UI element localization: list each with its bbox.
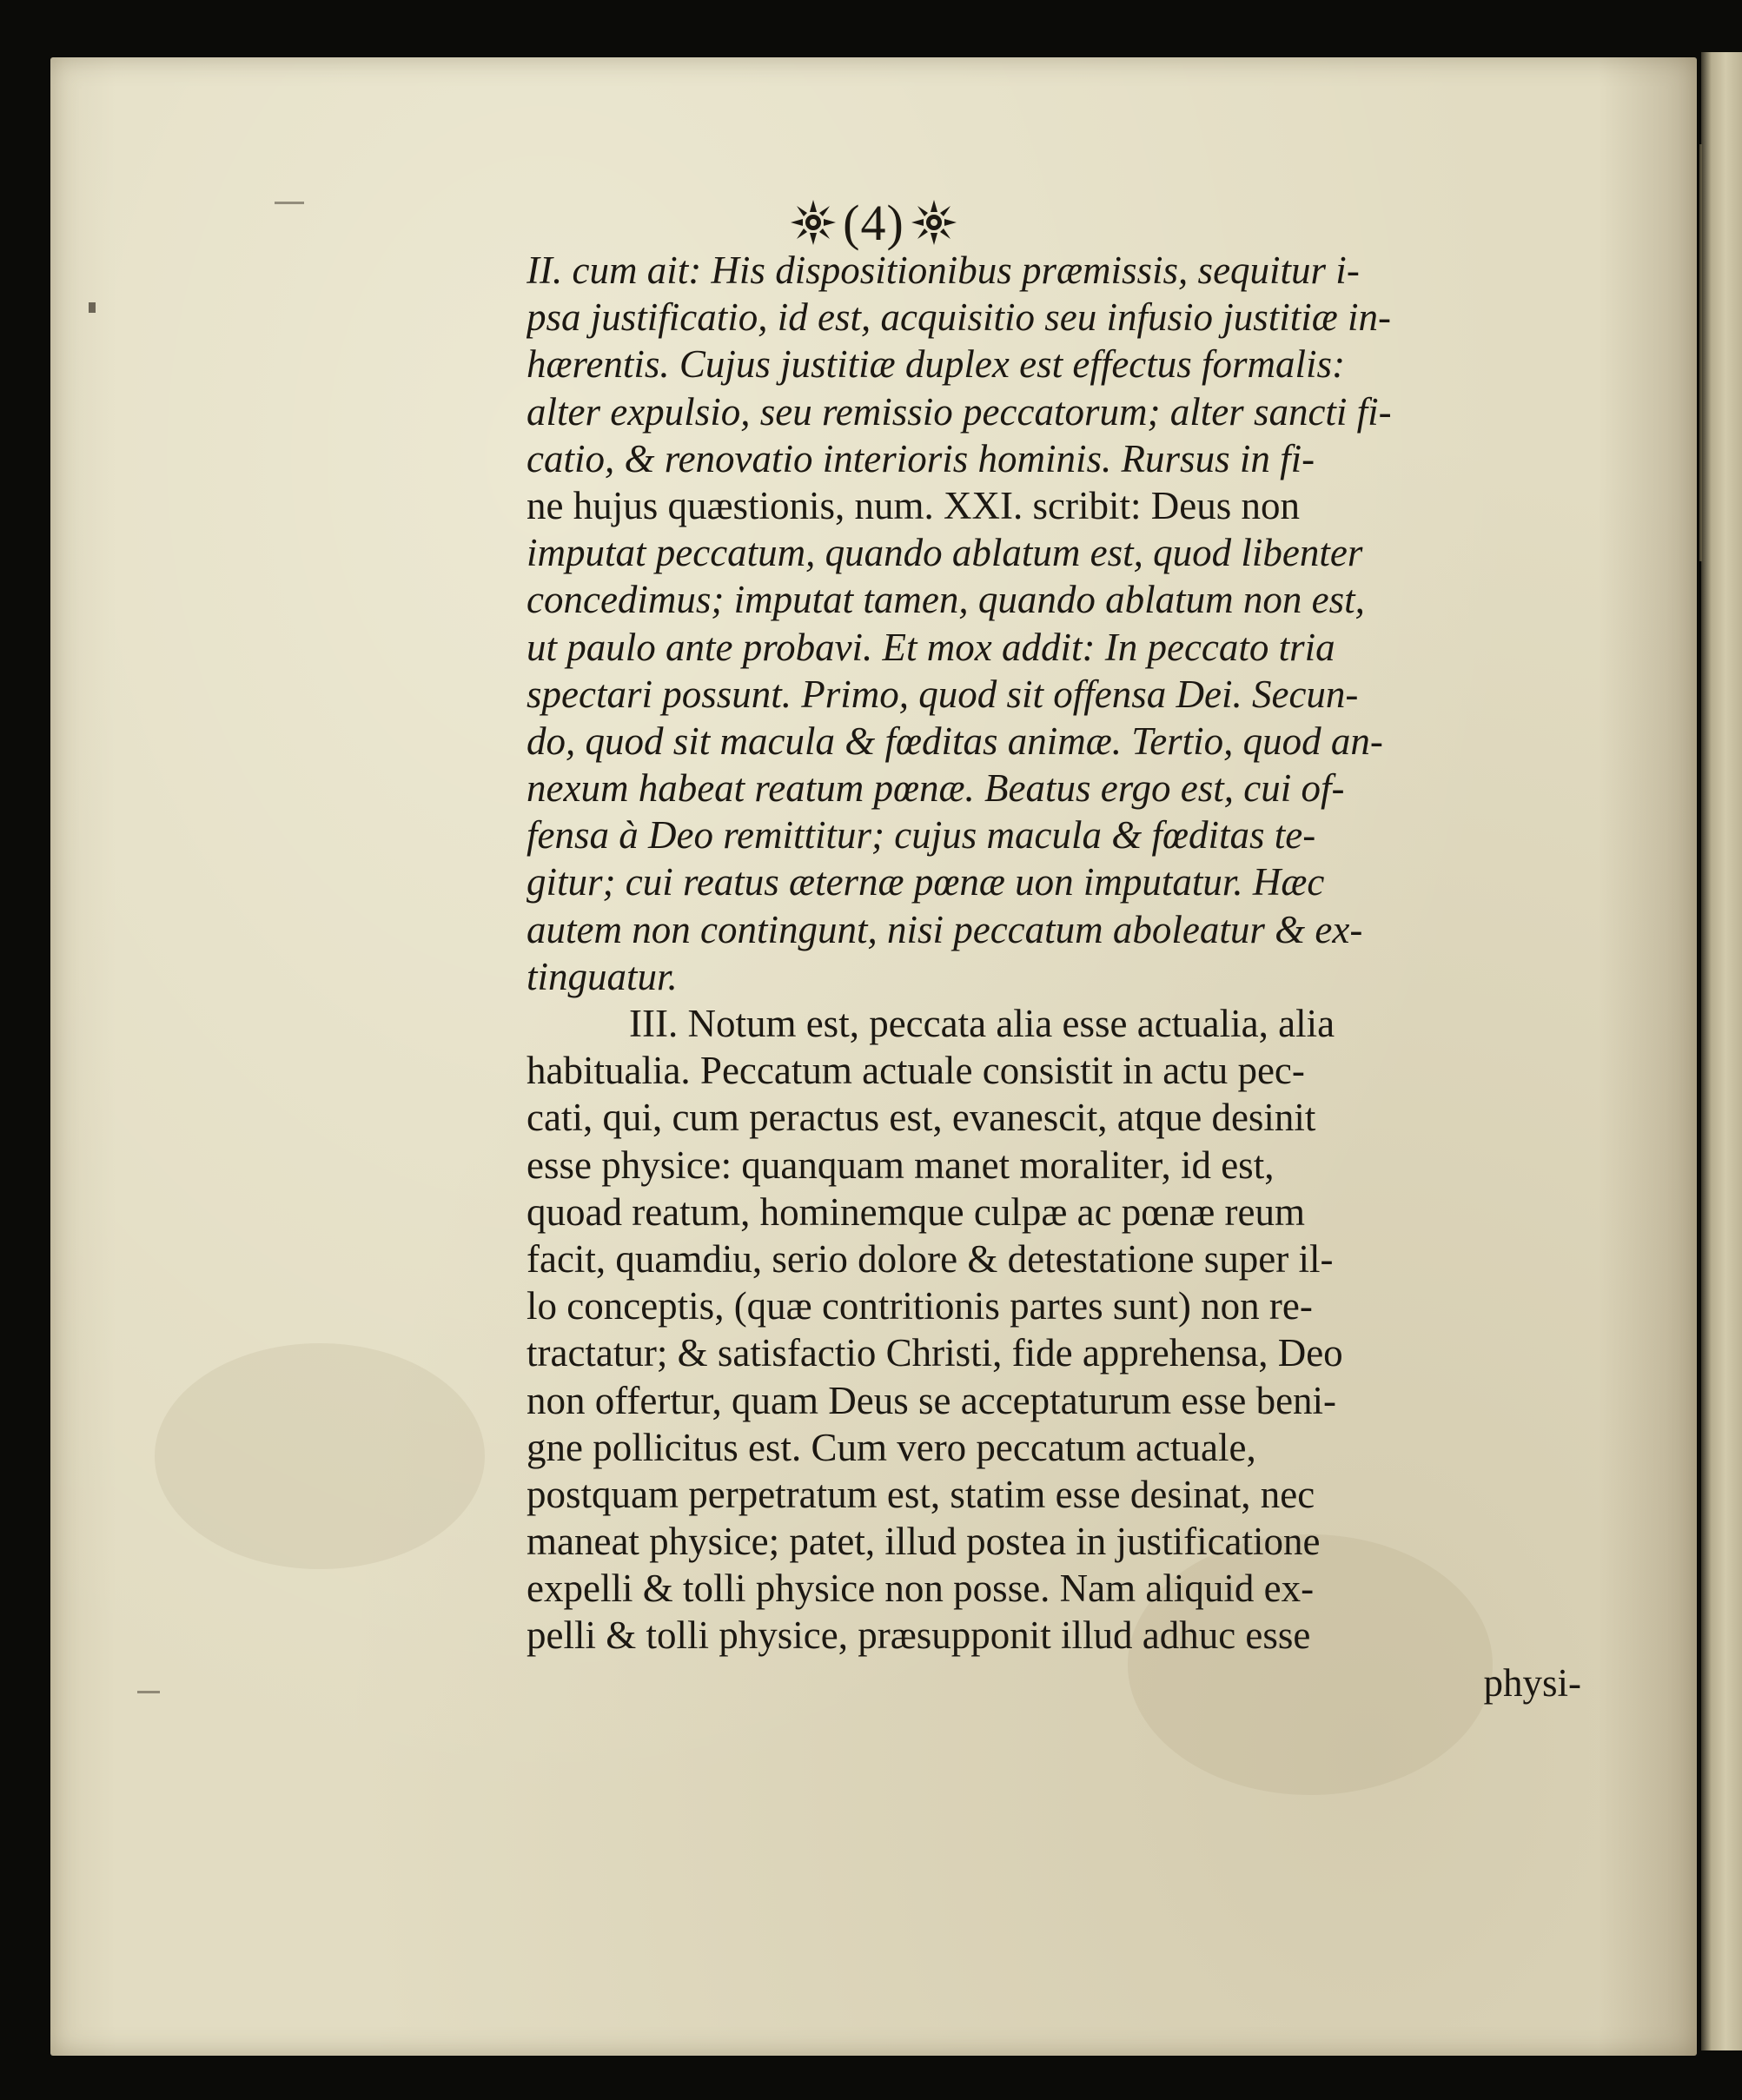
text-line: quoad reatum, hominemque culpæ ac pœnæ reum	[527, 1189, 1306, 1234]
catchword: physi-	[1483, 1660, 1581, 1705]
next-page-edge	[1701, 52, 1742, 2050]
text-line: gne pollicitus est. Cum vero peccatum actuale,	[527, 1425, 1256, 1469]
text-line: III. Notum est, peccata alia esse actualia, alia	[629, 1002, 1335, 1045]
body-text	[527, 247, 1581, 1706]
fleuron-right-icon	[908, 196, 960, 248]
margin-mark	[89, 302, 96, 313]
text-line: nexum habeat reatum pœnæ. Beatus ergo est, cui of-	[527, 766, 1345, 811]
text-line: expelli & tolli physice non posse. Nam aliquid ex-	[527, 1567, 1315, 1611]
text-line: concedimus; imputat tamen, quando ablatum non est,	[527, 578, 1365, 622]
text-line: fensa à Deo remittitur; cujus macula & fœditas te-	[527, 813, 1316, 858]
text-line: psa justificatio, id est, acquisitio seu infusio justitiæ in-	[527, 295, 1392, 340]
text-line: lo conceptis, (quæ contritionis partes sunt) non re-	[527, 1284, 1313, 1328]
text-line: cati, qui, cum peractus est, evanescit, atque desinit	[527, 1096, 1316, 1140]
text-line: autem non contingunt, nisi peccatum aboleatur & ex-	[527, 907, 1363, 951]
text-line: postquam perpetratum est, statim esse desinat, nec	[527, 1472, 1315, 1516]
text-line: imputat peccatum, quando ablatum est, quod libenter	[527, 531, 1363, 575]
fleuron-left-icon	[787, 196, 839, 248]
text-line: ne hujus quæstionis, num. XXI. scribit: Deus non	[527, 483, 1300, 527]
text-line: non offertur, quam Deus se acceptaturum esse beni-	[527, 1378, 1337, 1422]
text-line: ut paulo ante probavi. Et mox addit: In peccato tria	[527, 625, 1335, 669]
text-line: pelli & tolli physice, præsupponit illud adhuc esse	[527, 1613, 1311, 1658]
text-line: gitur; cui reatus æternæ pœnæ uon imputatur. Hæc	[527, 860, 1325, 904]
page-number: (4)	[843, 194, 904, 251]
margin-mark	[137, 1691, 160, 1693]
text-line: alter expulsio, seu remissio peccatorum; alter sancti fi-	[527, 389, 1392, 434]
book-page	[50, 57, 1697, 2056]
paper-stain	[155, 1343, 485, 1569]
text-line: spectari possunt. Primo, quod sit offensa Dei. Secun-	[527, 672, 1359, 716]
text-line: maneat physice; patet, illud postea in justificatione	[527, 1520, 1321, 1564]
text-line: II. cum ait: His dispositionibus præmissis, sequitur i-	[527, 248, 1360, 292]
text-line: habitualia. Peccatum actuale consistit in actu pec-	[527, 1049, 1305, 1093]
text-line: tinguatur.	[527, 954, 678, 998]
text-line: do, quod sit macula & fœditas animæ. Tertio, quod an-	[527, 719, 1383, 763]
text-line: esse physice: quanquam manet moraliter, id est,	[527, 1143, 1275, 1187]
text-line: tractatur; & satisfactio Christi, fide apprehensa, Deo	[527, 1331, 1343, 1375]
gutter-crease	[1699, 144, 1702, 561]
text-line: hærentis. Cujus justitiæ duplex est effectus formalis:	[527, 342, 1346, 387]
text-line: facit, quamdiu, serio dolore & detestatione super il-	[527, 1236, 1334, 1281]
text-line: catio, & renovatio interioris hominis. Rursus in fi-	[527, 436, 1315, 480]
